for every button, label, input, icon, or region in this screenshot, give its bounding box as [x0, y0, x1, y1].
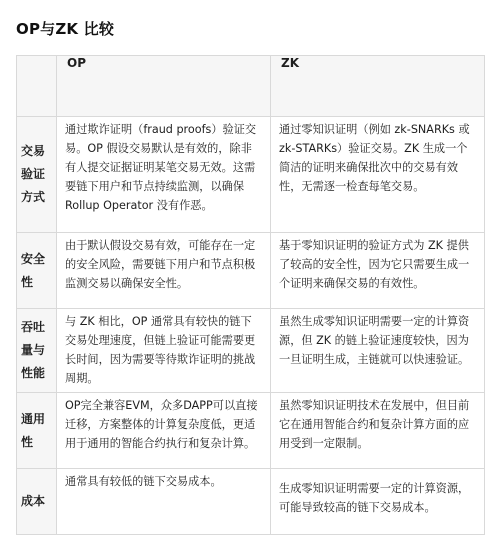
table-row	[17, 393, 485, 469]
op-cell: 通常具有较低的链下交易成本。	[57, 469, 271, 535]
row-label: 吞吐量与性能	[17, 309, 57, 393]
page-title: OP与ZK 比较	[16, 20, 115, 38]
zk-cell: 虽然零知识证明技术在发展中，但目前它在通用智能合约和复杂计算方面的应用受到一定限制。	[271, 393, 485, 469]
op-cell: OP完全兼容EVM，众多DAPP可以直接迁移，方案整体的计算复杂度低，更适用于通用的智能合约执行和复杂计算。	[57, 393, 271, 469]
header-cell-empty	[17, 56, 57, 117]
row-label: 通用性	[17, 393, 57, 469]
table-row	[17, 309, 485, 393]
op-cell: 与 ZK 相比，OP 通常具有较快的链下交易处理速度，但链上验证可能需要更长时间，因为需要等待欺诈证明的挑战周期。	[57, 309, 271, 393]
header-cell-zk: ZK	[271, 56, 485, 117]
op-cell: 由于默认假设交易有效，可能存在一定的安全风险，需要链下用户和节点积极监测交易以确保安全性。	[57, 233, 271, 309]
table-row	[17, 117, 485, 233]
table-row	[17, 233, 485, 309]
row-label: 安全性	[17, 233, 57, 309]
row-label: 成本	[17, 469, 57, 535]
zk-cell: 生成零知识证明需要一定的计算资源，可能导致较高的链下交易成本。	[271, 469, 485, 535]
zk-cell: 基于零知识证明的验证方式为 ZK 提供了较高的安全性，因为它只需要生成一个证明来确保交易的有效性。	[271, 233, 485, 309]
table-row	[17, 469, 485, 535]
zk-cell: 通过零知识证明（例如 zk-SNARKs 或 zk-STARKs）验证交易。ZK 生成一个简洁的证明来确保批次中的交易有效性，无需逐一检查每笔交易。	[271, 117, 485, 233]
table-header-row	[17, 56, 485, 117]
zk-cell: 虽然生成零知识证明需要一定的计算资源，但 ZK 的链上验证速度较快，因为一旦证明生成，主链就可以快速验证。	[271, 309, 485, 393]
row-label: 交易验证方式	[17, 117, 57, 233]
header-cell-op: OP	[57, 56, 271, 117]
op-cell: 通过欺诈证明（fraud proofs）验证交易。OP 假设交易默认是有效的，除非有人提交证据证明某笔交易无效。这需要链下用户和节点持续监测，以确保 Rollup Operator 没有作恶。	[57, 117, 271, 233]
comparison-table	[16, 55, 485, 535]
